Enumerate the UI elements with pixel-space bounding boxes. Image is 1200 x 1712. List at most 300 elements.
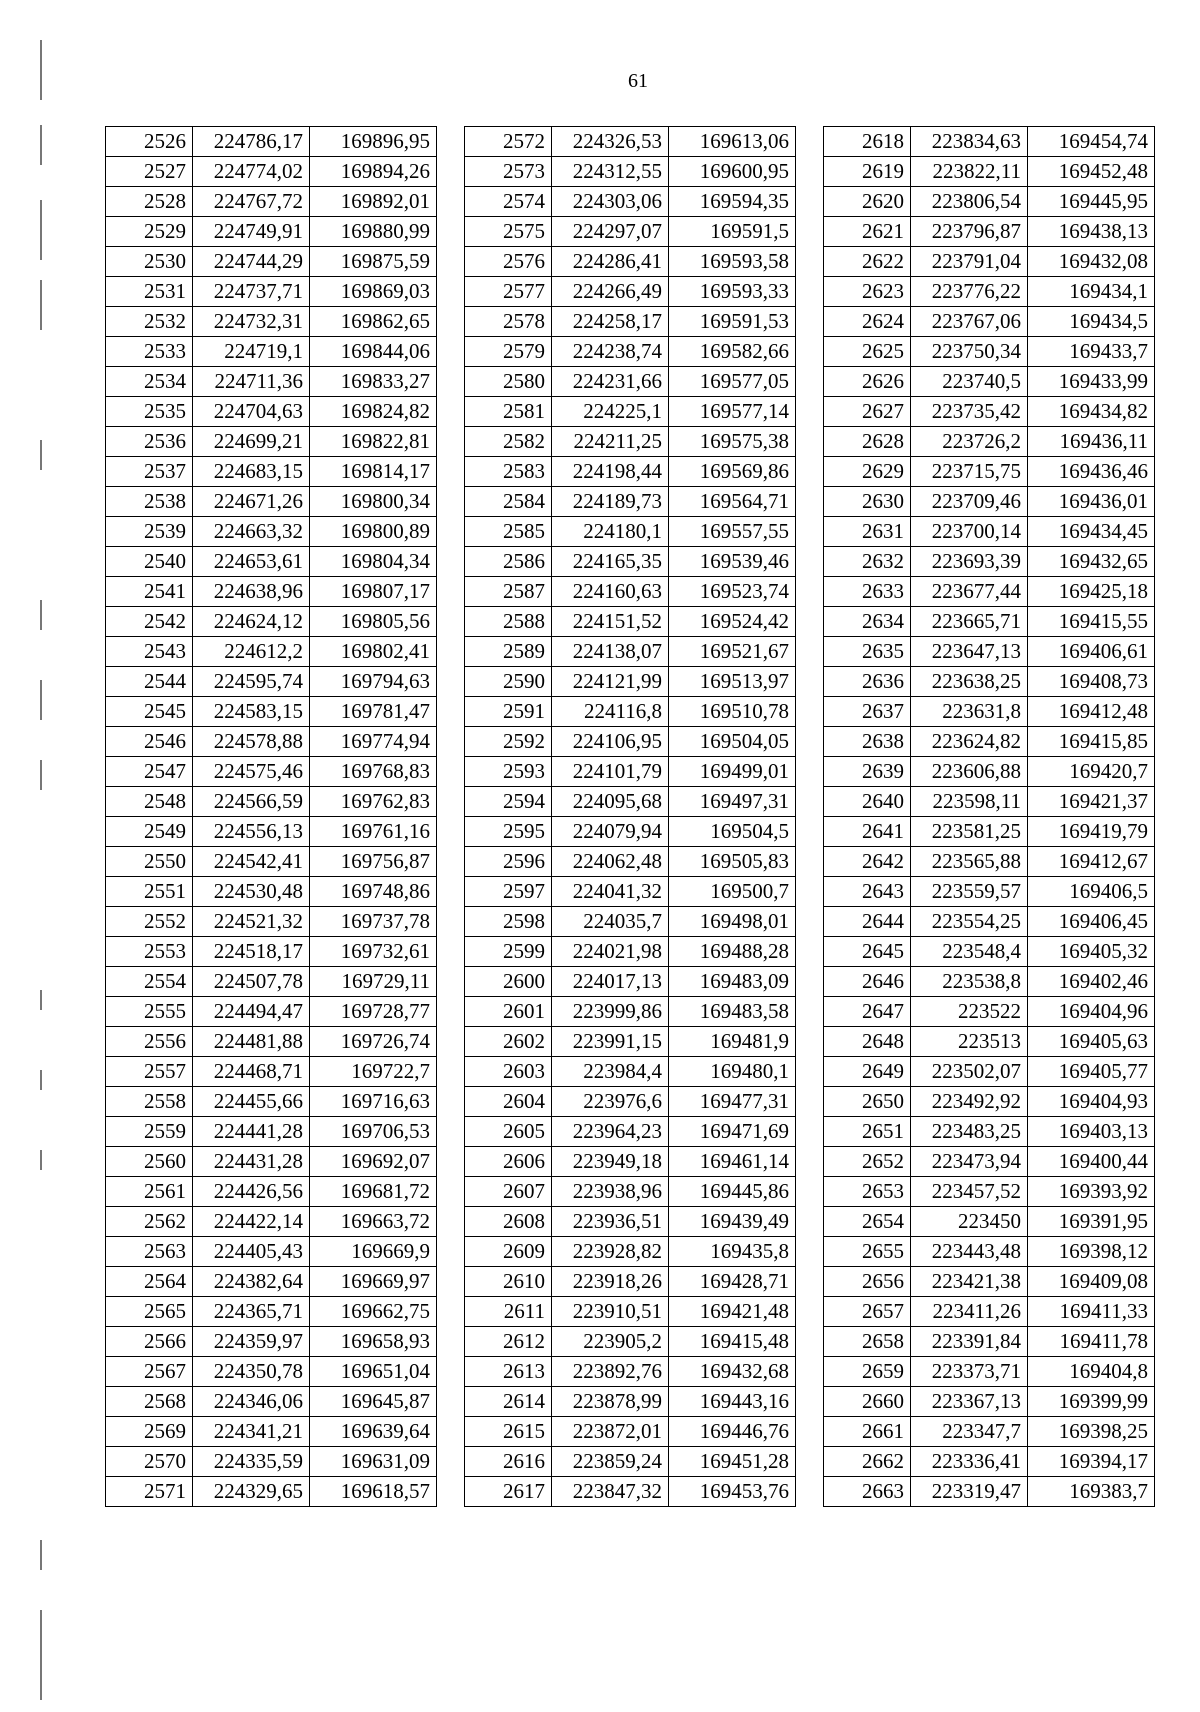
scan-margin-mark <box>40 125 42 165</box>
table-row <box>824 397 1155 427</box>
table-row <box>465 907 796 937</box>
y-coordinate-cell: 169726,74 <box>310 1027 437 1057</box>
y-coordinate-cell: 169774,94 <box>310 727 437 757</box>
point-number-cell: 2574 <box>465 187 552 217</box>
point-number-cell: 2542 <box>106 607 193 637</box>
x-coordinate-cell: 224238,74 <box>552 337 669 367</box>
point-number-cell: 2582 <box>465 427 552 457</box>
x-coordinate-cell: 224575,46 <box>193 757 310 787</box>
y-coordinate-cell: 169681,72 <box>310 1177 437 1207</box>
x-coordinate-cell: 223776,22 <box>911 277 1028 307</box>
point-number-cell: 2628 <box>824 427 911 457</box>
point-number-cell: 2528 <box>106 187 193 217</box>
point-number-cell: 2581 <box>465 397 552 427</box>
y-coordinate-cell: 169781,47 <box>310 697 437 727</box>
table-row <box>465 1207 796 1237</box>
x-coordinate-cell: 224518,17 <box>193 937 310 967</box>
point-number-cell: 2597 <box>465 877 552 907</box>
table-row <box>106 1297 437 1327</box>
x-coordinate-cell: 224426,56 <box>193 1177 310 1207</box>
y-coordinate-cell: 169433,7 <box>1028 337 1155 367</box>
x-coordinate-cell: 223715,75 <box>911 457 1028 487</box>
table-row <box>824 727 1155 757</box>
point-number-cell: 2656 <box>824 1267 911 1297</box>
y-coordinate-cell: 169477,31 <box>669 1087 796 1117</box>
y-coordinate-cell: 169523,74 <box>669 577 796 607</box>
x-coordinate-cell: 224335,59 <box>193 1447 310 1477</box>
table-row <box>106 1237 437 1267</box>
table-row <box>465 1237 796 1267</box>
x-coordinate-cell: 223347,7 <box>911 1417 1028 1447</box>
scan-margin-mark <box>40 280 42 330</box>
x-coordinate-cell: 223834,63 <box>911 127 1028 157</box>
y-coordinate-cell: 169591,5 <box>669 217 796 247</box>
y-coordinate-cell: 169768,83 <box>310 757 437 787</box>
x-coordinate-cell: 224258,17 <box>552 307 669 337</box>
y-coordinate-cell: 169412,48 <box>1028 697 1155 727</box>
x-coordinate-cell: 223502,07 <box>911 1057 1028 1087</box>
y-coordinate-cell: 169497,31 <box>669 787 796 817</box>
x-coordinate-cell: 223367,13 <box>911 1387 1028 1417</box>
y-coordinate-cell: 169435,8 <box>669 1237 796 1267</box>
point-number-cell: 2572 <box>465 127 552 157</box>
table-row <box>824 1267 1155 1297</box>
x-coordinate-cell: 223949,18 <box>552 1147 669 1177</box>
table-row <box>465 1297 796 1327</box>
y-coordinate-cell: 169438,13 <box>1028 217 1155 247</box>
table-row <box>106 847 437 877</box>
x-coordinate-cell: 223411,26 <box>911 1297 1028 1327</box>
x-coordinate-cell: 223554,25 <box>911 907 1028 937</box>
x-coordinate-cell: 223513 <box>911 1027 1028 1057</box>
x-coordinate-cell: 223624,82 <box>911 727 1028 757</box>
point-number-cell: 2589 <box>465 637 552 667</box>
x-coordinate-cell: 224266,49 <box>552 277 669 307</box>
table-row <box>824 667 1155 697</box>
y-coordinate-cell: 169651,04 <box>310 1357 437 1387</box>
x-coordinate-cell: 224101,79 <box>552 757 669 787</box>
x-coordinate-cell: 224017,13 <box>552 967 669 997</box>
table-row <box>106 547 437 577</box>
x-coordinate-cell: 223991,15 <box>552 1027 669 1057</box>
table-row <box>465 1387 796 1417</box>
table-row <box>465 607 796 637</box>
y-coordinate-cell: 169692,07 <box>310 1147 437 1177</box>
x-coordinate-cell: 224350,78 <box>193 1357 310 1387</box>
table-row <box>106 577 437 607</box>
y-coordinate-cell: 169762,83 <box>310 787 437 817</box>
point-number-cell: 2568 <box>106 1387 193 1417</box>
point-number-cell: 2577 <box>465 277 552 307</box>
table-row <box>465 637 796 667</box>
point-number-cell: 2612 <box>465 1327 552 1357</box>
point-number-cell: 2625 <box>824 337 911 367</box>
y-coordinate-cell: 169833,27 <box>310 367 437 397</box>
point-number-cell: 2600 <box>465 967 552 997</box>
x-coordinate-cell: 224542,41 <box>193 847 310 877</box>
x-coordinate-cell: 224704,63 <box>193 397 310 427</box>
table-row <box>465 1147 796 1177</box>
table-row <box>824 1327 1155 1357</box>
point-number-cell: 2585 <box>465 517 552 547</box>
x-coordinate-cell: 223709,46 <box>911 487 1028 517</box>
table-row <box>824 127 1155 157</box>
y-coordinate-cell: 169594,35 <box>669 187 796 217</box>
y-coordinate-cell: 169483,09 <box>669 967 796 997</box>
table-row <box>824 1417 1155 1447</box>
point-number-cell: 2643 <box>824 877 911 907</box>
y-coordinate-cell: 169613,06 <box>669 127 796 157</box>
point-number-cell: 2622 <box>824 247 911 277</box>
x-coordinate-cell: 224612,2 <box>193 637 310 667</box>
table-row <box>106 1147 437 1177</box>
scan-margin-mark <box>40 680 42 720</box>
table-row <box>106 727 437 757</box>
y-coordinate-cell: 169862,65 <box>310 307 437 337</box>
y-coordinate-cell: 169453,76 <box>669 1477 796 1507</box>
x-coordinate-cell: 224638,96 <box>193 577 310 607</box>
y-coordinate-cell: 169383,7 <box>1028 1477 1155 1507</box>
y-coordinate-cell: 169434,1 <box>1028 277 1155 307</box>
point-number-cell: 2573 <box>465 157 552 187</box>
y-coordinate-cell: 169756,87 <box>310 847 437 877</box>
y-coordinate-cell: 169419,79 <box>1028 817 1155 847</box>
point-number-cell: 2611 <box>465 1297 552 1327</box>
y-coordinate-cell: 169663,72 <box>310 1207 437 1237</box>
table-row <box>824 307 1155 337</box>
x-coordinate-cell: 223938,96 <box>552 1177 669 1207</box>
x-coordinate-cell: 224744,29 <box>193 247 310 277</box>
x-coordinate-cell: 224583,15 <box>193 697 310 727</box>
point-number-cell: 2614 <box>465 1387 552 1417</box>
x-coordinate-cell: 224767,72 <box>193 187 310 217</box>
x-coordinate-cell: 224455,66 <box>193 1087 310 1117</box>
x-coordinate-cell: 224556,13 <box>193 817 310 847</box>
point-number-cell: 2530 <box>106 247 193 277</box>
table-row <box>106 1207 437 1237</box>
point-number-cell: 2595 <box>465 817 552 847</box>
y-coordinate-cell: 169706,53 <box>310 1117 437 1147</box>
table-row <box>106 667 437 697</box>
table-row <box>465 667 796 697</box>
y-coordinate-cell: 169875,59 <box>310 247 437 277</box>
table-row <box>465 187 796 217</box>
x-coordinate-cell: 223750,34 <box>911 337 1028 367</box>
point-number-cell: 2576 <box>465 247 552 277</box>
point-number-cell: 2653 <box>824 1177 911 1207</box>
table-row <box>465 1117 796 1147</box>
x-coordinate-cell: 223548,4 <box>911 937 1028 967</box>
y-coordinate-cell: 169412,67 <box>1028 847 1155 877</box>
table-row <box>106 1357 437 1387</box>
y-coordinate-cell: 169824,82 <box>310 397 437 427</box>
table-row <box>465 1357 796 1387</box>
x-coordinate-cell: 223859,24 <box>552 1447 669 1477</box>
y-coordinate-cell: 169415,55 <box>1028 607 1155 637</box>
x-coordinate-cell: 224494,47 <box>193 997 310 1027</box>
point-number-cell: 2548 <box>106 787 193 817</box>
x-coordinate-cell: 224441,28 <box>193 1117 310 1147</box>
point-number-cell: 2644 <box>824 907 911 937</box>
table-row <box>106 397 437 427</box>
table-row <box>465 937 796 967</box>
page-number: 61 <box>628 70 648 92</box>
y-coordinate-cell: 169869,03 <box>310 277 437 307</box>
table-row <box>824 1147 1155 1177</box>
point-number-cell: 2660 <box>824 1387 911 1417</box>
y-coordinate-cell: 169814,17 <box>310 457 437 487</box>
y-coordinate-cell: 169481,9 <box>669 1027 796 1057</box>
table-row <box>465 337 796 367</box>
point-number-cell: 2604 <box>465 1087 552 1117</box>
table-row <box>465 1057 796 1087</box>
point-number-cell: 2553 <box>106 937 193 967</box>
x-coordinate-cell: 224198,44 <box>552 457 669 487</box>
y-coordinate-cell: 169405,32 <box>1028 937 1155 967</box>
point-number-cell: 2616 <box>465 1447 552 1477</box>
y-coordinate-cell: 169436,11 <box>1028 427 1155 457</box>
y-coordinate-cell: 169618,57 <box>310 1477 437 1507</box>
x-coordinate-cell: 223336,41 <box>911 1447 1028 1477</box>
point-number-cell: 2592 <box>465 727 552 757</box>
point-number-cell: 2607 <box>465 1177 552 1207</box>
table-row <box>465 517 796 547</box>
table-row <box>824 1087 1155 1117</box>
table-row <box>465 1267 796 1297</box>
point-number-cell: 2626 <box>824 367 911 397</box>
x-coordinate-cell: 223910,51 <box>552 1297 669 1327</box>
table-row <box>106 517 437 547</box>
x-coordinate-cell: 224231,66 <box>552 367 669 397</box>
x-coordinate-cell: 223450 <box>911 1207 1028 1237</box>
point-number-cell: 2650 <box>824 1087 911 1117</box>
point-number-cell: 2610 <box>465 1267 552 1297</box>
x-coordinate-cell: 224382,64 <box>193 1267 310 1297</box>
x-coordinate-cell: 223964,23 <box>552 1117 669 1147</box>
y-coordinate-cell: 169404,93 <box>1028 1087 1155 1117</box>
point-number-cell: 2645 <box>824 937 911 967</box>
point-number-cell: 2658 <box>824 1327 911 1357</box>
point-number-cell: 2559 <box>106 1117 193 1147</box>
table-row <box>824 607 1155 637</box>
point-number-cell: 2535 <box>106 397 193 427</box>
point-number-cell: 2579 <box>465 337 552 367</box>
x-coordinate-cell: 224079,94 <box>552 817 669 847</box>
y-coordinate-cell: 169439,49 <box>669 1207 796 1237</box>
y-coordinate-cell: 169729,11 <box>310 967 437 997</box>
scan-margin-mark <box>40 440 42 470</box>
y-coordinate-cell: 169454,74 <box>1028 127 1155 157</box>
y-coordinate-cell: 169577,05 <box>669 367 796 397</box>
table-row <box>106 607 437 637</box>
y-coordinate-cell: 169521,67 <box>669 637 796 667</box>
y-coordinate-cell: 169406,61 <box>1028 637 1155 667</box>
y-coordinate-cell: 169577,14 <box>669 397 796 427</box>
x-coordinate-cell: 224211,25 <box>552 427 669 457</box>
point-number-cell: 2652 <box>824 1147 911 1177</box>
y-coordinate-cell: 169822,81 <box>310 427 437 457</box>
table-row <box>465 757 796 787</box>
table-row <box>465 217 796 247</box>
y-coordinate-cell: 169600,95 <box>669 157 796 187</box>
y-coordinate-cell: 169748,86 <box>310 877 437 907</box>
point-number-cell: 2623 <box>824 277 911 307</box>
y-coordinate-cell: 169404,8 <box>1028 1357 1155 1387</box>
y-coordinate-cell: 169411,33 <box>1028 1297 1155 1327</box>
point-number-cell: 2557 <box>106 1057 193 1087</box>
point-number-cell: 2546 <box>106 727 193 757</box>
point-number-cell: 2534 <box>106 367 193 397</box>
table-row <box>106 787 437 817</box>
x-coordinate-cell: 224578,88 <box>193 727 310 757</box>
x-coordinate-cell: 224035,7 <box>552 907 669 937</box>
y-coordinate-cell: 169593,33 <box>669 277 796 307</box>
y-coordinate-cell: 169480,1 <box>669 1057 796 1087</box>
x-coordinate-cell: 224719,1 <box>193 337 310 367</box>
table-row <box>106 1447 437 1477</box>
point-number-cell: 2586 <box>465 547 552 577</box>
x-coordinate-cell: 224774,02 <box>193 157 310 187</box>
table-row <box>824 1027 1155 1057</box>
y-coordinate-cell: 169434,5 <box>1028 307 1155 337</box>
x-coordinate-cell: 223457,52 <box>911 1177 1028 1207</box>
table-row <box>106 1087 437 1117</box>
y-coordinate-cell: 169432,68 <box>669 1357 796 1387</box>
table-row <box>824 1057 1155 1087</box>
y-coordinate-cell: 169432,65 <box>1028 547 1155 577</box>
x-coordinate-cell: 223483,25 <box>911 1117 1028 1147</box>
table-row <box>465 397 796 427</box>
x-coordinate-cell: 224521,32 <box>193 907 310 937</box>
point-number-cell: 2575 <box>465 217 552 247</box>
point-number-cell: 2580 <box>465 367 552 397</box>
x-coordinate-cell: 223928,82 <box>552 1237 669 1267</box>
table-row <box>465 307 796 337</box>
point-number-cell: 2627 <box>824 397 911 427</box>
table-row <box>824 877 1155 907</box>
point-number-cell: 2615 <box>465 1417 552 1447</box>
y-coordinate-cell: 169575,38 <box>669 427 796 457</box>
y-coordinate-cell: 169591,53 <box>669 307 796 337</box>
y-coordinate-cell: 169483,58 <box>669 997 796 1027</box>
table-row <box>106 1267 437 1297</box>
y-coordinate-cell: 169658,93 <box>310 1327 437 1357</box>
x-coordinate-cell: 223559,57 <box>911 877 1028 907</box>
point-number-cell: 2659 <box>824 1357 911 1387</box>
table-row <box>824 1237 1155 1267</box>
y-coordinate-cell: 169436,46 <box>1028 457 1155 487</box>
table-row <box>106 187 437 217</box>
y-coordinate-cell: 169391,95 <box>1028 1207 1155 1237</box>
point-number-cell: 2647 <box>824 997 911 1027</box>
point-number-cell: 2560 <box>106 1147 193 1177</box>
x-coordinate-cell: 224106,95 <box>552 727 669 757</box>
table-row <box>824 1297 1155 1327</box>
y-coordinate-cell: 169499,01 <box>669 757 796 787</box>
point-number-cell: 2537 <box>106 457 193 487</box>
x-coordinate-cell: 224286,41 <box>552 247 669 277</box>
table-row <box>106 487 437 517</box>
point-number-cell: 2634 <box>824 607 911 637</box>
x-coordinate-cell: 224671,26 <box>193 487 310 517</box>
y-coordinate-cell: 169421,48 <box>669 1297 796 1327</box>
x-coordinate-cell: 224365,71 <box>193 1297 310 1327</box>
point-number-cell: 2661 <box>824 1417 911 1447</box>
point-number-cell: 2584 <box>465 487 552 517</box>
coordinates-table-2 <box>464 126 796 1507</box>
x-coordinate-cell: 223905,2 <box>552 1327 669 1357</box>
point-number-cell: 2646 <box>824 967 911 997</box>
y-coordinate-cell: 169428,71 <box>669 1267 796 1297</box>
point-number-cell: 2540 <box>106 547 193 577</box>
x-coordinate-cell: 223522 <box>911 997 1028 1027</box>
x-coordinate-cell: 223726,2 <box>911 427 1028 457</box>
y-coordinate-cell: 169716,63 <box>310 1087 437 1117</box>
x-coordinate-cell: 223822,11 <box>911 157 1028 187</box>
y-coordinate-cell: 169394,17 <box>1028 1447 1155 1477</box>
y-coordinate-cell: 169896,95 <box>310 127 437 157</box>
x-coordinate-cell: 224737,71 <box>193 277 310 307</box>
y-coordinate-cell: 169452,48 <box>1028 157 1155 187</box>
x-coordinate-cell: 224341,21 <box>193 1417 310 1447</box>
table-row <box>824 217 1155 247</box>
point-number-cell: 2550 <box>106 847 193 877</box>
table-row <box>824 457 1155 487</box>
table-row <box>465 847 796 877</box>
table-row <box>106 1057 437 1087</box>
point-number-cell: 2547 <box>106 757 193 787</box>
point-number-cell: 2588 <box>465 607 552 637</box>
table-row <box>824 997 1155 1027</box>
x-coordinate-cell: 224121,99 <box>552 667 669 697</box>
y-coordinate-cell: 169406,5 <box>1028 877 1155 907</box>
table-row <box>106 1387 437 1417</box>
x-coordinate-cell: 224326,53 <box>552 127 669 157</box>
table-row <box>824 517 1155 547</box>
x-coordinate-cell: 224329,65 <box>193 1477 310 1507</box>
coordinates-table-3 <box>823 126 1155 1507</box>
table-row <box>465 577 796 607</box>
table-row <box>106 427 437 457</box>
table-row <box>106 697 437 727</box>
point-number-cell: 2531 <box>106 277 193 307</box>
y-coordinate-cell: 169434,82 <box>1028 397 1155 427</box>
table-row <box>824 1357 1155 1387</box>
y-coordinate-cell: 169408,73 <box>1028 667 1155 697</box>
y-coordinate-cell: 169398,12 <box>1028 1237 1155 1267</box>
scan-margin-mark <box>40 760 42 790</box>
point-number-cell: 2554 <box>106 967 193 997</box>
x-coordinate-cell: 223319,47 <box>911 1477 1028 1507</box>
point-number-cell: 2606 <box>465 1147 552 1177</box>
y-coordinate-cell: 169800,89 <box>310 517 437 547</box>
table-row <box>824 907 1155 937</box>
table-row <box>465 997 796 1027</box>
table-row <box>824 487 1155 517</box>
y-coordinate-cell: 169393,92 <box>1028 1177 1155 1207</box>
x-coordinate-cell: 223443,48 <box>911 1237 1028 1267</box>
y-coordinate-cell: 169399,99 <box>1028 1387 1155 1417</box>
x-coordinate-cell: 223606,88 <box>911 757 1028 787</box>
point-number-cell: 2602 <box>465 1027 552 1057</box>
point-number-cell: 2527 <box>106 157 193 187</box>
table-row <box>465 1447 796 1477</box>
x-coordinate-cell: 223647,13 <box>911 637 1028 667</box>
table-row <box>106 1027 437 1057</box>
point-number-cell: 2533 <box>106 337 193 367</box>
x-coordinate-cell: 223421,38 <box>911 1267 1028 1297</box>
table-row <box>465 547 796 577</box>
